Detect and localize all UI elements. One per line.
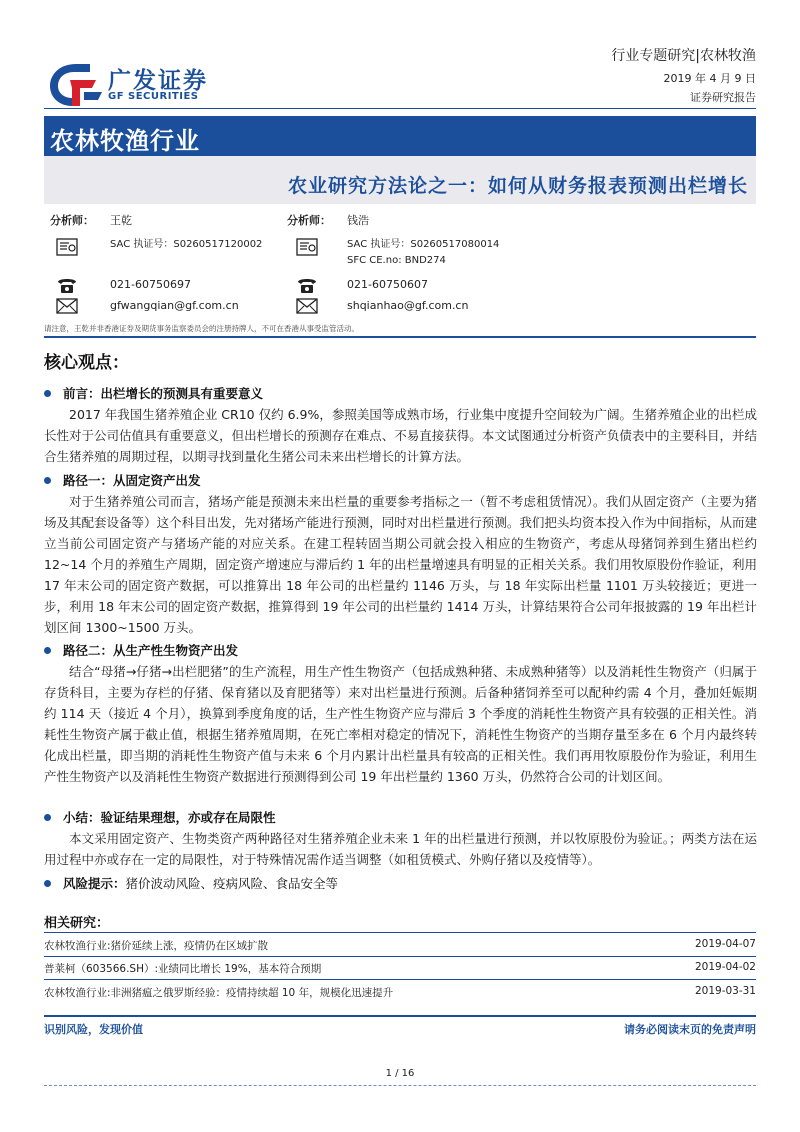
- related-item[interactable]: [44, 982, 756, 1002]
- analyst-name: 王乾: [110, 214, 132, 227]
- related-item-date: 2019-04-02: [694, 961, 756, 973]
- analyst-sac: SAC 执证号：S0260517080014: [347, 239, 500, 250]
- analyst-label: 分析师：: [287, 214, 331, 227]
- analyst-email[interactable]: shqianhao@gf.com.cn: [347, 299, 469, 312]
- footer-divider: [44, 1015, 756, 1017]
- report-date: 2019 年 4 月 9 日: [663, 72, 756, 85]
- analyst-email[interactable]: gfwangqian@gf.com.cn: [110, 299, 239, 312]
- section-heading: 小结：验证结果理想，亦或存在局限性: [44, 808, 276, 826]
- section-heading: 路径一：从固定资产出发: [44, 471, 201, 489]
- logo-text-en: GF SECURITIES: [108, 91, 199, 102]
- certificate-icon: [296, 238, 318, 256]
- industry-title: 农林牧渔行业: [50, 127, 200, 155]
- related-divider: [44, 956, 756, 957]
- section-heading: 路径二：从生产性生物资产出发: [44, 641, 238, 659]
- phone-icon: [56, 276, 78, 294]
- phone-icon: [296, 276, 318, 294]
- related-item[interactable]: [44, 958, 756, 978]
- related-item-date: 2019-04-07: [694, 938, 756, 950]
- related-divider: [44, 932, 756, 933]
- related-item[interactable]: [44, 935, 756, 955]
- bullet-icon: [44, 647, 51, 654]
- related-research-title: 相关研究：: [44, 916, 110, 931]
- risk-text: 猪价波动风险、疫病风险、食品安全等: [125, 876, 339, 891]
- logo-text-cn: 广发证券: [108, 68, 208, 94]
- gf-logo: [46, 60, 106, 108]
- related-item-title: 农林牧渔行业:非洲猪瘟之俄罗斯经验：疫情持续超 10 年，规模化迅速提升: [44, 987, 394, 999]
- report-kind: 证券研究报告: [690, 91, 756, 104]
- related-item-title: 普莱柯（603566.SH）:业绩同比增长 19%，基本符合预期: [44, 963, 322, 975]
- header-divider: [44, 108, 756, 109]
- analyst-phone: 021-60750607: [347, 278, 428, 291]
- certificate-icon: [56, 238, 78, 256]
- analyst-name: 钱浩: [347, 214, 369, 227]
- core-view-title: 核心观点：: [44, 353, 129, 373]
- section-divider: [44, 336, 756, 338]
- bullet-icon: [44, 477, 51, 484]
- section-paragraph: 本文采用固定资产、生物类资产两种路径对生猪养殖企业未来 1 年的出栏量进行预测，并以牧原股份为验证。；两类方法在运用过程中亦或存在一定的局限性，对于特殊情况需作适当调整（如租赁模式、外购仔猪以及疫情等）。: [44, 831, 757, 867]
- related-item-date: 2019-03-31: [694, 985, 756, 997]
- section-paragraph: 结合“母猪→仔猪→出栏肥猪”的生产流程，用生产性生物资产（包括成熟种猪、未成熟种猪等）以及消耗性生物资产（归属于存货科目，主要为存栏的仔猪、保育猪以及育肥猪等）来对出栏量进行预测。后备种猪饲养至可以配种约需 4 个月，叠加妊娠期约 114 天（接近 4 个月），换算到季度角度的话，生产性生物资产应与滞后 3 个季度的消耗性生物资产具有较强的正相关性。消耗性生物资产属于截止值，根据生猪养殖周期，在死亡率相对稳定的情况下，消耗性生物资产的当期存量至多在 6 个月内最终转化成出栏量，即当期的消耗性生物资产值与未来 6 个月内累计出栏量具有较高的正相关性。我们再用牧原股份作为验证，利用生产性生物资产以及消耗性生物资产数据进行预测得到公司 19 年出栏量约 1360 万头，仍然符合公司的计划区间。: [44, 664, 757, 784]
- footer-slogan: 识别风险，发现价值: [44, 1023, 143, 1036]
- report-type: 行业专题研究|农林牧渔: [611, 48, 756, 64]
- risk-notice: 风险提示：猪价波动风险、疫病风险、食品安全等: [44, 874, 338, 892]
- page-number: 1 / 16: [385, 1068, 415, 1079]
- regulatory-notice: 请注意，王乾并非香港证券及期货事务监察委员会的注册持牌人，不可在香港从事受监管活动。: [44, 324, 359, 333]
- related-divider: [44, 979, 756, 980]
- section-paragraph: 2017 年我国生猪养殖企业 CR10 仅约 6.9%，参照美国等成熟市场，行业集中度提升空间较为广阔。生猪养殖企业的出栏成长性对于公司估值具有重要意义，但出栏增长的预测存在难点、不易直接获得。本文试图通过分析资产负债表中的主要科目，并结合生猪养殖的周期过程，以期寻找到量化生猪公司未来出栏增长的计算方法。: [44, 407, 757, 464]
- analyst-label: 分析师：: [50, 214, 94, 227]
- mail-icon: [296, 297, 318, 315]
- mail-icon: [56, 297, 78, 315]
- section-paragraph: 对于生猪养殖公司而言，猪场产能是预测未来出栏量的重要参考指标之一（暂不考虑租赁情况）。我们从固定资产（主要为猪场及其配套设备等）这个科目出发，先对猪场产能进行预测，同时对出栏量进行预测。我们把头均资本投入作为中间指标，从而建立当前公司固定资产与猪场产能的对应关系。在建工程转固当期公司就会投入相应的生物资产，考虑从母猪饲养到生猪出栏约 12~14 个月的养殖生产周期，固定资产增速应与滞后约 1 年的出栏量增速具有明显的正相关关系。我们用牧原股份作验证，利用 17 年末公司的固定资产数据，可以推算出 18 年公司的出栏量约 1146 万头，与 18 年实际出栏量 1101 万头较接近；更进一步，利用 18 年末公司的固定资产数据，推算得到 19 年公司的出栏量约 1414 万头，计算结果符合公司年报披露的 19 年出栏计划区间 1300~1500 万头。: [44, 494, 757, 635]
- analyst-phone: 021-60750697: [110, 278, 191, 291]
- section-heading: 前言：出栏增长的预测具有重要意义: [44, 384, 263, 402]
- title-banner: [44, 116, 756, 204]
- analyst-sfc: SFC CE.no: BND274: [347, 255, 446, 266]
- report-subtitle: 农业研究方法论之一：如何从财务报表预测出栏增长: [287, 175, 748, 197]
- bullet-icon: [44, 814, 51, 821]
- footer-disclaimer-note: 请务必阅读末页的免责声明: [624, 1023, 756, 1036]
- analyst-sac: SAC 执证号：S0260517120002: [110, 239, 263, 250]
- related-item-title: 农林牧渔行业:猪价延续上涨，疫情仍在区域扩散: [44, 940, 269, 952]
- bottom-dashed-line: [44, 1085, 756, 1086]
- bullet-icon: [44, 880, 51, 887]
- bullet-icon: [44, 390, 51, 397]
